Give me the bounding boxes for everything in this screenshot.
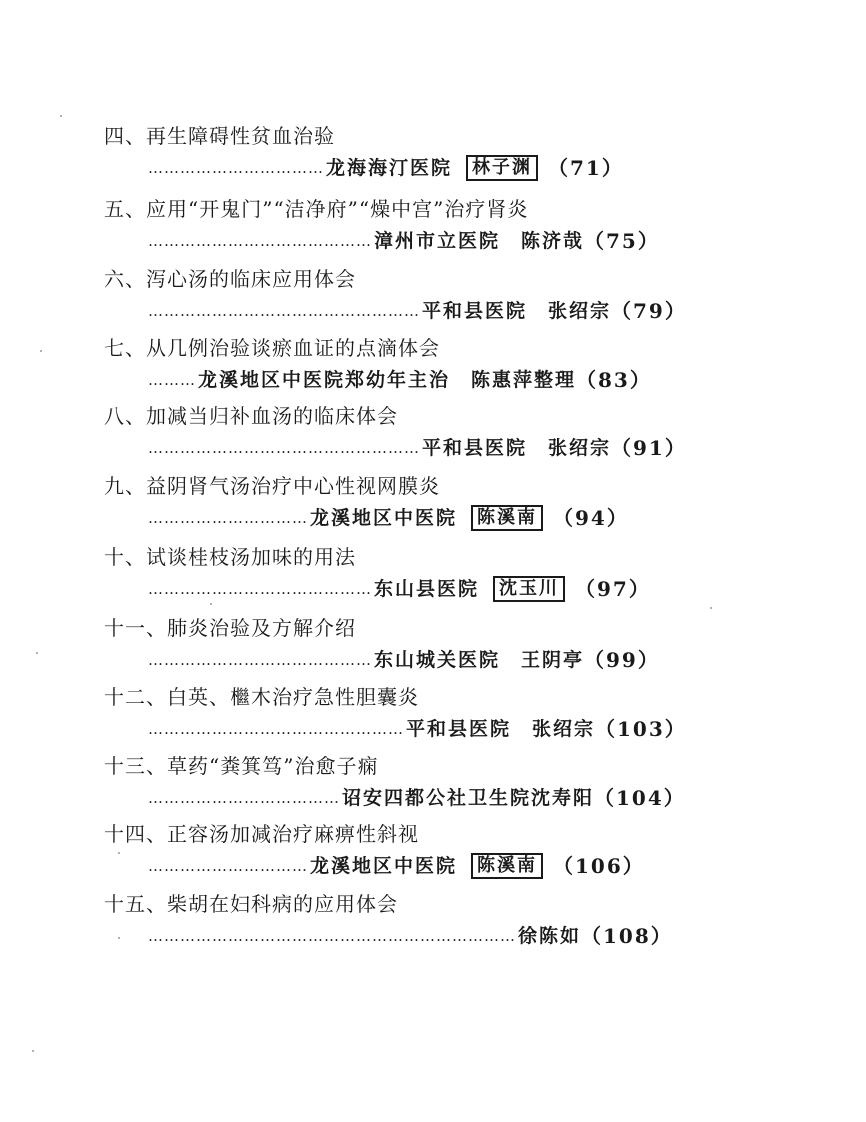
scan-speck — [36, 652, 38, 654]
entry-source: 徐陈如 — [518, 925, 582, 947]
dot-leader: …………………………………………………………… — [148, 927, 516, 945]
page-number: （75） — [584, 229, 660, 253]
page-number: （97） — [575, 577, 651, 601]
entry-source-line — [148, 368, 652, 392]
entry-title: 六、泻心汤的临床应用体会 — [104, 267, 356, 291]
entry-title: 十一、肺炎治验及方解介绍 — [104, 616, 356, 640]
dot-leader: …………………………………… — [148, 580, 372, 598]
dot-leader: ………………………… — [148, 509, 308, 527]
entry-source: 平和县医院 张绍宗 — [422, 437, 612, 459]
entry-source: 平和县医院 张绍宗 — [406, 718, 596, 740]
entry-title: 十五、柴胡在妇科病的应用体会 — [104, 892, 398, 916]
page-number: （94） — [553, 506, 629, 530]
dot-leader: ………………………… — [148, 857, 308, 875]
entry-source-line — [148, 854, 645, 878]
author-box: 林子渊 — [466, 155, 538, 181]
entry-source-line — [148, 436, 687, 460]
entry-title: 四、再生障碍性贫血治验 — [104, 124, 335, 148]
entry-source: 龙海海汀医院 — [326, 157, 453, 179]
entry-source-line — [148, 299, 687, 323]
entry-source: 东山城关医院 王阴亭 — [374, 649, 585, 671]
dot-leader: …………………………………… — [148, 651, 372, 669]
entry-title: 十二、白英、檵木治疗急性胆囊炎 — [104, 685, 419, 709]
entry-source: 漳州市立医院 陈济哉 — [374, 230, 585, 252]
entry-source-line — [148, 924, 673, 948]
page-number: （108） — [581, 924, 673, 948]
page-number: （103） — [595, 717, 687, 741]
author-box: 陈溪南 — [471, 853, 543, 879]
scan-speck — [40, 350, 42, 352]
dot-leader: ……… — [148, 371, 196, 389]
entry-source-line — [148, 648, 660, 672]
entry-title: 九、益阴肾气汤治疗中心性视网膜炎 — [104, 474, 440, 498]
page-number: （104） — [594, 786, 686, 810]
entry-title: 五、应用“开鬼门”“洁净府”“燥中宫”治疗肾炎 — [104, 197, 529, 221]
entry-title: 十、试谈桂枝汤加味的用法 — [104, 545, 356, 569]
entry-source: 平和县医院 张绍宗 — [422, 300, 612, 322]
scan-speck — [118, 937, 120, 939]
scan-speck — [32, 1050, 34, 1052]
entry-source-line — [148, 577, 651, 601]
entry-title: 十三、草药“粪箕笃”治愈子痫 — [104, 754, 379, 778]
page-number: （106） — [553, 854, 645, 878]
entry-source-line — [148, 786, 686, 810]
dot-leader: …………………………………………… — [148, 439, 420, 457]
scan-speck — [710, 607, 712, 609]
author-box: 陈溪南 — [471, 505, 543, 531]
entry-source: 龙溪地区中医院 — [310, 507, 458, 529]
entry-source-line — [148, 229, 660, 253]
entry-source: 东山县医院 — [374, 578, 480, 600]
dot-leader: ……………………………… — [148, 789, 340, 807]
entry-source: 龙溪地区中医院 — [310, 855, 458, 877]
scan-speck — [210, 603, 212, 605]
author-box: 沈玉川 — [493, 576, 565, 602]
page-number: （99） — [584, 648, 660, 672]
entry-title: 七、从几例治验谈瘀血证的点滴体会 — [104, 336, 440, 360]
dot-leader: …………………………………… — [148, 232, 372, 250]
scan-speck — [118, 852, 120, 854]
scan-speck — [60, 115, 62, 117]
entry-source-line — [148, 156, 624, 180]
entry-source-line — [148, 506, 629, 530]
entry-title: 八、加减当归补血汤的临床体会 — [104, 404, 398, 428]
entry-source: 龙溪地区中医院郑幼年主治 陈惠萍整理 — [198, 369, 577, 391]
page-number: （79） — [611, 299, 687, 323]
page-number: （71） — [548, 156, 624, 180]
dot-leader: …………………………… — [148, 159, 324, 177]
entry-title: 十四、正容汤加减治疗麻痹性斜视 — [104, 822, 419, 846]
dot-leader: …………………………………………… — [148, 302, 420, 320]
entry-source-line — [148, 717, 687, 741]
page-number: （91） — [611, 436, 687, 460]
page-number: （83） — [576, 368, 652, 392]
dot-leader: ………………………………………… — [148, 720, 404, 738]
entry-source: 诏安四都公社卫生院沈寿阳 — [342, 787, 595, 809]
